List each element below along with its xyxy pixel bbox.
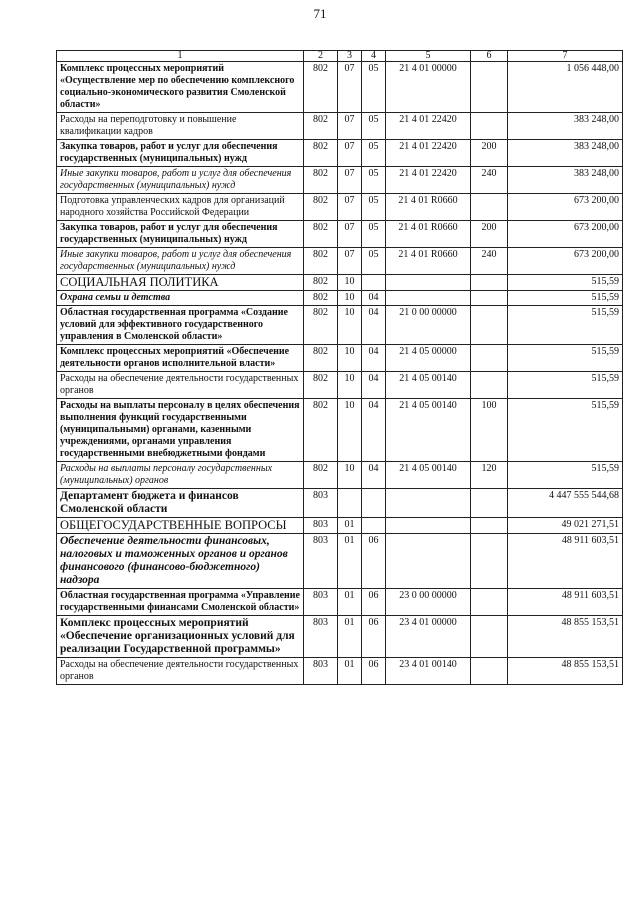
row-subsection-cell [362,489,386,518]
table-row [57,616,623,658]
row-section-cell [338,489,362,518]
row-name-cell: Подготовка управленческих кадров для организаций народного хозяйства Российской Федерации [57,194,304,221]
row-expense-type-cell [471,489,508,518]
row-expense-type-cell [471,275,508,291]
row-amount-cell: 515,59 [508,372,623,399]
row-amount-cell: 4 447 555 544,68 [508,489,623,518]
table-row [57,462,623,489]
row-name-cell: Комплекс процессных мероприятий «Осуществление мер по обеспечению комплексного социально-экономического развития Смоленской области» [57,62,304,113]
row-subsection-cell: 06 [362,658,386,685]
row-amount-cell: 383 248,00 [508,167,623,194]
row-section-cell: 07 [338,221,362,248]
table-row [57,291,623,306]
row-subsection-cell: 04 [362,345,386,372]
row-subsection-cell: 06 [362,589,386,616]
row-amount-cell: 515,59 [508,291,623,306]
row-grbs-cell: 802 [304,113,338,140]
row-section-cell: 07 [338,167,362,194]
row-grbs-cell: 803 [304,616,338,658]
row-section-cell: 10 [338,291,362,306]
row-expense-type-cell [471,372,508,399]
row-name-cell: Расходы на обеспечение деятельности государственных органов [57,658,304,685]
row-section-cell: 01 [338,589,362,616]
row-name-cell: Охрана семьи и детства [57,291,304,306]
row-grbs-cell: 802 [304,306,338,345]
row-amount-cell: 515,59 [508,306,623,345]
row-target-article-cell: 21 4 05 00000 [386,345,471,372]
row-target-article-cell: 21 4 05 00140 [386,399,471,462]
row-expense-type-cell [471,306,508,345]
row-section-cell: 10 [338,345,362,372]
budget-table [56,50,623,685]
row-expense-type-cell [471,658,508,685]
row-section-cell: 10 [338,399,362,462]
row-expense-type-cell [471,589,508,616]
row-section-cell: 01 [338,616,362,658]
row-name-cell: Закупка товаров, работ и услуг для обеспечения государственных (муниципальных) нужд [57,140,304,167]
row-subsection-cell: 05 [362,248,386,275]
row-section-cell: 07 [338,248,362,275]
row-subsection-cell: 05 [362,167,386,194]
row-expense-type-cell: 200 [471,140,508,167]
row-grbs-cell: 803 [304,489,338,518]
row-amount-cell: 48 855 153,51 [508,658,623,685]
row-name-cell: Областная государственная программа «Создание условий для эффективного государственного управления в Смоленской области» [57,306,304,345]
row-grbs-cell: 802 [304,399,338,462]
row-subsection-cell [362,518,386,534]
row-subsection-cell: 04 [362,462,386,489]
row-section-cell: 07 [338,62,362,113]
table-row [57,306,623,345]
row-grbs-cell: 802 [304,275,338,291]
row-section-cell: 07 [338,113,362,140]
row-grbs-cell: 802 [304,167,338,194]
row-expense-type-cell [471,518,508,534]
row-name-cell: ОБЩЕГОСУДАРСТВЕННЫЕ ВОПРОСЫ [57,518,304,534]
row-subsection-cell: 06 [362,534,386,589]
table-row [57,167,623,194]
row-grbs-cell: 803 [304,658,338,685]
row-grbs-cell: 802 [304,372,338,399]
row-target-article-cell: 21 4 05 00140 [386,462,471,489]
table-row [57,194,623,221]
header-cell-3: 3 [338,51,362,62]
row-target-article-cell [386,518,471,534]
row-target-article-cell: 21 4 01 00000 [386,62,471,113]
row-name-cell: Иные закупки товаров, работ и услуг для обеспечения государственных (муниципальных) нужд [57,248,304,275]
row-subsection-cell: 06 [362,616,386,658]
row-section-cell: 10 [338,462,362,489]
row-section-cell: 01 [338,658,362,685]
table-row [57,113,623,140]
row-name-cell: Комплекс процессных мероприятий «Обеспечение организационных условий для реализации Государственной программы» [57,616,304,658]
header-cell-5: 5 [386,51,471,62]
header-cell-1: 1 [57,51,304,62]
row-expense-type-cell [471,113,508,140]
row-amount-cell: 515,59 [508,345,623,372]
row-expense-type-cell: 200 [471,221,508,248]
row-section-cell: 10 [338,372,362,399]
row-target-article-cell [386,275,471,291]
row-amount-cell: 515,59 [508,275,623,291]
row-amount-cell: 673 200,00 [508,248,623,275]
row-amount-cell: 673 200,00 [508,221,623,248]
row-amount-cell: 48 911 603,51 [508,589,623,616]
row-expense-type-cell [471,291,508,306]
row-expense-type-cell: 240 [471,167,508,194]
row-amount-cell: 515,59 [508,399,623,462]
row-target-article-cell: 21 4 01 R0660 [386,221,471,248]
row-name-cell: Областная государственная программа «Управление государственными финансами Смоленской области» [57,589,304,616]
row-subsection-cell: 05 [362,113,386,140]
row-subsection-cell [362,275,386,291]
table-row [57,62,623,113]
header-cell-6: 6 [471,51,508,62]
row-amount-cell: 48 855 153,51 [508,616,623,658]
row-grbs-cell: 803 [304,589,338,616]
row-section-cell: 01 [338,518,362,534]
row-name-cell: Расходы на переподготовку и повышение квалификации кадров [57,113,304,140]
table-row [57,221,623,248]
row-name-cell: Комплекс процессных мероприятий «Обеспечение деятельности органов исполнительной власти» [57,345,304,372]
row-grbs-cell: 802 [304,345,338,372]
header-row [57,51,623,62]
row-grbs-cell: 802 [304,62,338,113]
row-grbs-cell: 803 [304,518,338,534]
row-grbs-cell: 802 [304,194,338,221]
row-expense-type-cell: 120 [471,462,508,489]
row-amount-cell: 1 056 448,00 [508,62,623,113]
row-amount-cell: 383 248,00 [508,113,623,140]
table-row [57,140,623,167]
row-grbs-cell: 802 [304,248,338,275]
table-row [57,399,623,462]
row-subsection-cell: 04 [362,306,386,345]
row-target-article-cell [386,489,471,518]
table-row [57,658,623,685]
row-amount-cell: 515,59 [508,462,623,489]
row-expense-type-cell: 100 [471,399,508,462]
row-expense-type-cell [471,345,508,372]
row-subsection-cell: 04 [362,291,386,306]
row-target-article-cell [386,534,471,589]
row-grbs-cell: 802 [304,221,338,248]
row-grbs-cell: 802 [304,291,338,306]
row-name-cell: Иные закупки товаров, работ и услуг для обеспечения государственных (муниципальных) нужд [57,167,304,194]
row-expense-type-cell: 240 [471,248,508,275]
header-cell-7: 7 [508,51,623,62]
row-name-cell: СОЦИАЛЬНАЯ ПОЛИТИКА [57,275,304,291]
header-cell-4: 4 [362,51,386,62]
row-subsection-cell: 05 [362,62,386,113]
table-row [57,489,623,518]
row-target-article-cell: 21 0 00 00000 [386,306,471,345]
table-row [57,534,623,589]
row-target-article-cell: 21 4 01 R0660 [386,248,471,275]
row-section-cell: 07 [338,194,362,221]
row-grbs-cell: 803 [304,534,338,589]
row-target-article-cell: 21 4 01 22420 [386,167,471,194]
row-section-cell: 10 [338,275,362,291]
row-subsection-cell: 04 [362,372,386,399]
row-grbs-cell: 802 [304,140,338,167]
row-name-cell: Расходы на выплаты персоналу в целях обеспечения выполнения функций государственными (муниципальными) органами, казенными учреждениями, органами управления государственными внебюджетными фондами [57,399,304,462]
row-section-cell: 07 [338,140,362,167]
row-target-article-cell [386,291,471,306]
page-number: 71 [313,6,327,21]
table-row [57,345,623,372]
row-expense-type-cell [471,194,508,221]
row-amount-cell: 383 248,00 [508,140,623,167]
row-target-article-cell: 21 4 01 22420 [386,113,471,140]
row-name-cell: Департамент бюджета и финансов Смоленской области [57,489,304,518]
table-row [57,372,623,399]
table-row [57,518,623,534]
row-name-cell: Расходы на выплаты персоналу государственных (муниципальных) органов [57,462,304,489]
row-target-article-cell: 21 4 05 00140 [386,372,471,399]
row-expense-type-cell [471,616,508,658]
row-expense-type-cell [471,534,508,589]
row-amount-cell: 49 021 271,51 [508,518,623,534]
row-amount-cell: 673 200,00 [508,194,623,221]
header-cell-2: 2 [304,51,338,62]
row-section-cell: 10 [338,306,362,345]
row-expense-type-cell [471,62,508,113]
row-name-cell: Расходы на обеспечение деятельности государственных органов [57,372,304,399]
row-section-cell: 01 [338,534,362,589]
table-row [57,589,623,616]
row-target-article-cell: 23 4 01 00000 [386,616,471,658]
table-row [57,248,623,275]
row-subsection-cell: 04 [362,399,386,462]
row-target-article-cell: 23 4 01 00140 [386,658,471,685]
row-target-article-cell: 23 0 00 00000 [386,589,471,616]
row-target-article-cell: 21 4 01 22420 [386,140,471,167]
row-subsection-cell: 05 [362,140,386,167]
table-row [57,275,623,291]
row-name-cell: Закупка товаров, работ и услуг для обеспечения государственных (муниципальных) нужд [57,221,304,248]
row-name-cell: Обеспечение деятельности финансовых, налоговых и таможенных органов и органов финансового (финансово-бюджетного) надзора [57,534,304,589]
row-subsection-cell: 05 [362,221,386,248]
row-grbs-cell: 802 [304,462,338,489]
row-target-article-cell: 21 4 01 R0660 [386,194,471,221]
row-amount-cell: 48 911 603,51 [508,534,623,589]
row-subsection-cell: 05 [362,194,386,221]
